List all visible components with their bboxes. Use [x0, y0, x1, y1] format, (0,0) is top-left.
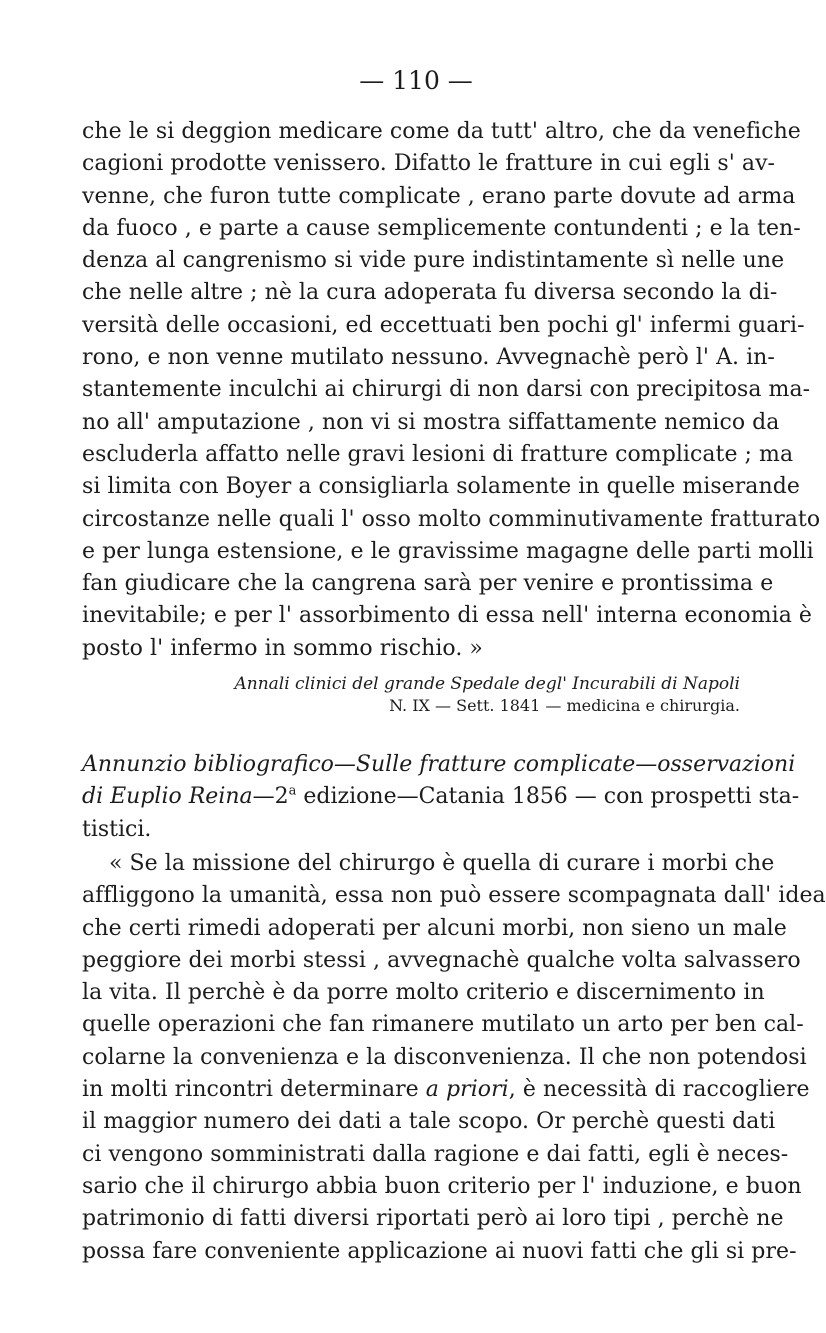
source-citation — [82, 673, 740, 717]
heading-line — [82, 749, 796, 781]
text-line: venne, che furon tutte complicate , erano parte dovute ad arma — [82, 183, 796, 209]
heading-dash: —2 — [252, 784, 289, 810]
text-line: la vita. Il perchè è da porre molto criterio e discernimento in — [82, 980, 765, 1006]
heading-author: di Euplio Reina — [82, 784, 253, 810]
text-line: si limita con Boyer a consigliarla solamente in quelle miserande — [82, 474, 800, 500]
text-line: no all' amputazione , non vi si mostra siffattamente nemico da — [82, 409, 780, 435]
text-line: affliggono la umanità, essa non può essere scompagnata dall' idea — [82, 883, 826, 909]
text-line: rono, e non venne mutilato nessuno. Avvegnachè però l' A. in- — [82, 345, 775, 371]
text-line: colarne la convenienza e la disconvenienza. Il che non potendosi — [82, 1044, 807, 1070]
text-line: possa fare conveniente applicazione ai nuovi fatti che gli si pre- — [82, 1238, 797, 1264]
text-line: peggiore dei morbi stessi , avvegnachè qualche volta salvassero — [82, 947, 801, 973]
text-line: inevitabile; e per l' assorbimento di essa nell' interna economia è — [82, 603, 812, 629]
text-line: fan giudicare che la cangrena sarà per venire e prontissima e — [82, 571, 774, 597]
citation-source: Annali clinici del grande Spedale degl' Incurabili di Napoli — [234, 674, 740, 695]
heading-line: tistici. — [82, 816, 152, 842]
section-heading — [82, 749, 800, 846]
text-line: patrimonio di fatti diversi riportati però ai loro tipi , perchè ne — [82, 1206, 784, 1232]
text-line: il maggior numero dei dati a tale scopo. Or perchè questi dati — [82, 1109, 776, 1135]
heading-line — [82, 781, 800, 813]
text-line: che le si deggion medicare come da tutt' altro, che da venefiche — [82, 119, 801, 144]
text-line: posto l' infermo in sommo rischio. » — [82, 635, 483, 661]
text-line: sario che il chirurgo abbia buon criterio per l' induzione, e buon — [82, 1173, 802, 1199]
text-line: quelle operazioni che fan rimanere mutilato un arto per ben cal- — [82, 1012, 804, 1038]
text-line — [82, 1074, 810, 1106]
heading-edition: edizione—Catania 1856 — con prospetti sta- — [296, 784, 800, 810]
text-line: circostanze nelle quali l' osso molto comminutivamente fratturato — [82, 506, 821, 532]
latin-phrase: a priori — [425, 1077, 509, 1103]
page-number: — 110 — — [359, 66, 473, 95]
paragraph-quote-end — [82, 116, 821, 665]
text-span: in molti rincontri determinare — [82, 1077, 426, 1103]
paragraph-review — [82, 848, 826, 1268]
text-line: versità delle occasioni, ed eccettuati ben pochi gl' infermi guari- — [82, 312, 805, 338]
text-line: « Se la missione del chirurgo è quella di curare i morbi che — [109, 850, 775, 876]
citation-issue: N. IX — Sett. 1841 — medicina e chirurgia. — [389, 696, 740, 716]
text-line: da fuoco , e parte a cause semplicemente contundenti ; e la ten- — [82, 215, 801, 241]
text-line: e per lunga estensione, e le gravissime magagne delle parti molli — [82, 538, 814, 564]
book-page — [82, 66, 826, 1268]
edition-superscript: a — [288, 784, 297, 800]
text-line: stantemente inculchi ai chirurgi di non darsi con precipitosa ma- — [82, 377, 811, 403]
heading-title: Annunzio bibliografico—Sulle fratture complicate—osservazioni — [82, 752, 796, 778]
text-line: che nelle altre ; nè la cura adoperata fu diversa secondo la di- — [82, 280, 778, 306]
text-span: , è necessità di raccogliere — [508, 1077, 810, 1103]
text-line: che certi rimedi adoperati per alcuni morbi, non sieno un male — [82, 915, 787, 941]
text-line: ci vengono somministrati dalla ragione e dai fatti, egli è neces- — [82, 1141, 789, 1167]
text-line: denza al cangrenismo si vide pure indistintamente sì nelle une — [82, 248, 785, 274]
text-line: escluderla affatto nelle gravi lesioni di fratture complicate ; ma — [82, 441, 794, 467]
text-line: cagioni prodotte venissero. Difatto le fratture in cui egli s' av- — [82, 151, 776, 177]
